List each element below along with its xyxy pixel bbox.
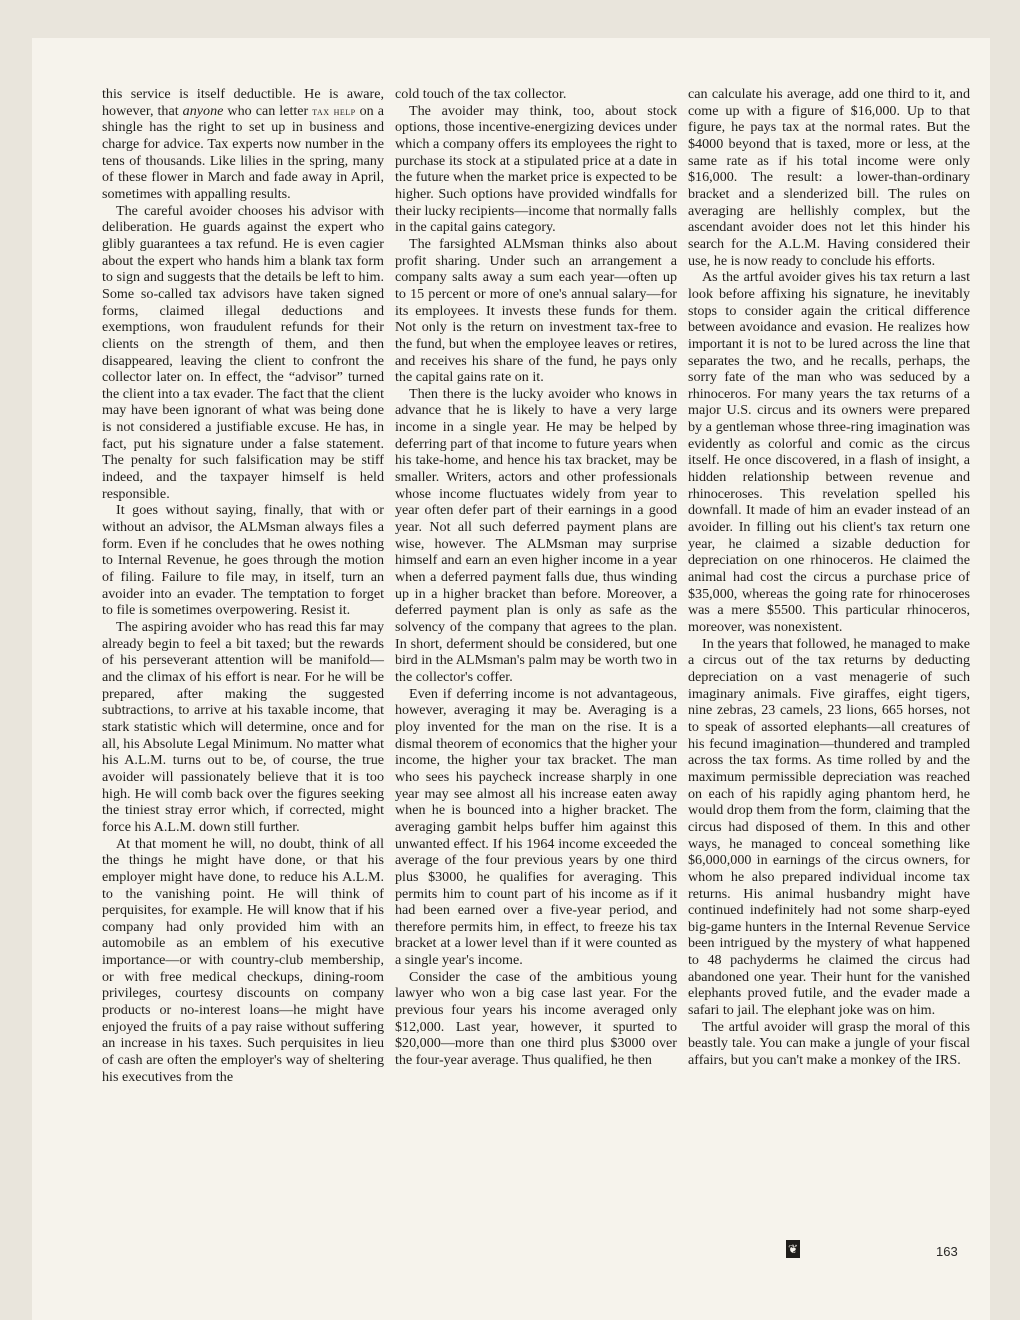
text-column-2 (395, 86, 677, 1069)
paragraph: The aspiring avoider who has read this far may already begin to feel a bit taxed; but the rewards of his perseverant attention will be manifold—and the climax of his effort is near. For he will be prepared, after making the suggested subtractions, to arrive at his taxable income, that stark statistic which will determine, once and for all, his Absolute Legal Minimum. No matter what his A.L.M. turns out to be, of course, the true avoider will passionately believe that it is too high. He will comb back over the figures seeking the tiniest stray error which, if corrected, might force his A.L.M. down still further. (102, 619, 384, 835)
small-caps-text: tax help (312, 103, 356, 118)
paragraph: In the years that followed, he managed to make a circus out of the tax returns by deducting depreciation on a vast menagerie of such imaginary animals. Five giraffes, eight tigers, nine zebras, 23 camels, 23 lions, 665 horses, not to speak of assorted elephants—all creatures of his fecund imagination—thundered and trampled across the tax forms. As time rolled by and the maximum permissible depreciation was reached on each of his rapidly aging phantom herd, he would drop them from the form, claiming that the circus had disposed of them. In this and other ways, he managed to conceal something like $6,000,000 in earnings of the circus owners, for whom he also prepared individual income tax returns. His animal husbandry might have continued indefinitely had not some sharp-eyed big-game hunters in the Internal Revenue Service been intrigued by the mystery of what happened to 48 pachyderms he claimed the circus had abandoned one year. Their hunt for the vanished elephants proved futile, and the evader made a safari to jail. The elephant joke was on him. (688, 635, 970, 1019)
text-column-3 (688, 86, 970, 1069)
paragraph: can calculate his average, add one third to it, and come up with a figure of $16,000. Up to that figure, he pays tax at the normal rates. But the $4000 beyond that is taxed, more or less, at the same rate as if his total income were only $16,000. The result: a lower-than-ordinary bracket and a slenderized bill. The rules on averaging are hellishly complex, but the ascendant avoider does not let this hinder his search for the A.L.M. Having considered their use, he is now ready to conclude his efforts. (688, 86, 970, 269)
paragraph: this service is itself deductible. He is aware, however, that anyone who can letter tax help on a shingle has the right to set up in business and charge for advice. Tax experts now number in the tens of thousands. Like lilies in the spring, many of these flower in March and fade away in April, sometimes with appalling results. (102, 86, 384, 202)
magazine-page (32, 38, 990, 1320)
paragraph: The avoider may think, too, about stock options, those incentive-energizing devices under which a company offers its employees the right to purchase its stock at a stipulated price at a date in the future when the market price is expected to be higher. Such options have provided windfalls for their lucky recipients—income that normally falls in the capital gains category. (395, 102, 677, 236)
paragraph: cold touch of the tax collector. (395, 86, 567, 102)
paragraph: The artful avoider will grasp the moral of this beastly tale. You can make a jungle of your fiscal affairs, but you can't make a monkey of the IRS. (688, 1018, 970, 1069)
paragraph: It goes without saying, finally, that with or without an advisor, the ALMsman always files a form. Even if he concludes that he owes nothing to Internal Revenue, he goes through the motion of filing. Failure to file may, in itself, turn an avoider into an evader. The temptation to forget to file is sometimes overpowering. Resist it. (102, 502, 384, 619)
paragraph: At that moment he will, no doubt, think of all the things he might have done, or that his employer might have done, to reduce his A.L.M. to the vanishing point. He will think of perquisites, for example. He will know that if his company had only provided him with an automobile as an emblem of his executive importance—or with country-club membership, or with free medical checkups, dining-room privileges, courtesy discounts on company products or no-interest loans—he might have enjoyed the fruits of a pay raise without suffering an increase in his taxes. Such perquisites in lieu of cash are often the employer's way of sheltering his executives from the (102, 835, 384, 1085)
paragraph: Consider the case of the ambitious young lawyer who won a big case last year. For the previous four years his income averaged only $12,000. Last year, however, it spurted to $20,000—more than one third plus $3000 over the four-year average. Thus qualified, he then (395, 968, 677, 1069)
page-number: 163 (936, 1244, 958, 1259)
italic-emphasis: anyone (182, 102, 224, 119)
paragraph: The careful avoider chooses his advisor with deliberation. He guards against the expert who glibly guarantees a tax refund. He is even cagier about the expert who hands him a blank tax form to sign and suggests that the details be left to him. Some so-called tax advisors have taken signed forms, claimed illegal deductions and exemptions, won fraudulent refunds for their clients on the strength of them, and then disappeared, leaving the client to confront the collector later on. In effect, the “advisor” turned the client into a tax evader. The fact that the client may have been ignorant of what was being done is not considered a justifiable excuse. He has, in fact, put his signature under a false statement. The penalty for such falsification may be stiff indeed, and the taxpayer himself is held responsible. (102, 202, 384, 502)
paragraph: The farsighted ALMsman thinks also about profit sharing. Under such an arrangement a company salts away a sum each year—often up to 15 percent or more of one's annual salary—for its employees. It invests these funds for them. Not only is the return on investment tax-free to the fund, but when the employee leaves or retires, and receives his share of the fund, he pays only the capital gains rate on it. (395, 235, 677, 386)
paragraph: Even if deferring income is not advantageous, however, averaging it may be. Averaging is a ploy invented for the man on the rise. It is a dismal theorem of economics that the higher your income, the higher your tax bracket. The man who sees his paycheck increase sharply in one year may see almost all his increase eaten away when he is bounced into a higher bracket. The averaging gambit helps buffer him against this unwanted effect. If his 1964 income exceeded the average of the four previous years by one third plus $3000, he qualifies for averaging. This permits him to count part of his income as if it had been earned over a five-year period, and therefore permits him, in effect, to freeze his tax bracket at a lower level than if it were counted as a single year's income. (395, 685, 677, 969)
paragraph: As the artful avoider gives his tax return a last look before affixing his signature, he inevitably stops to consider again the critical difference between avoidance and evasion. He realizes how important it is not to be lured across the line that separates the two, and he recalls, perhaps, the sorry fate of the man who was seduced by a rhinoceros. For many years the tax returns of a major U.S. circus and its owners were prepared by a gentleman whose three-ring imagination was evidently as colorful and comic as the circus itself. He once discovered, in a flash of insight, a hidden relationship between revenue and rhinoceroses. This revelation spelled his downfall. It made of him an evader instead of an avoider. In filling out his client's tax return one year, he claimed a sizable deduction for depreciation on one rhinoceros. He claimed the animal had cost the circus a purchase price of $35,000, whereas the going rate for rhinoceroses was a mere $5500. This particular rhinoceros, moreover, was nonexistent. (688, 269, 970, 635)
end-of-article-icon: ❦ (787, 1242, 799, 1256)
text-column-1 (102, 86, 384, 1085)
paragraph: Then there is the lucky avoider who knows in advance that he is likely to have a very large income in a single year. He may be helped by deferring part of that income to future years when his take-home, and hence his tax bracket, may be smaller. Writers, actors and other professionals whose income fluctuates widely from year to year often defer part of their earnings in a good year. Not all such deferred payment plans are wise, however. The ALMsman may surprise himself and earn an even higher income in a year when a deferred payment falls due, thus winding up in a higher bracket than before. Moreover, a deferred payment plan is only as safe as the solvency of the company that agrees to the plan. In short, deferment should be considered, but one bird in the ALMsman's palm may be worth two in the collector's coffer. (395, 385, 677, 685)
